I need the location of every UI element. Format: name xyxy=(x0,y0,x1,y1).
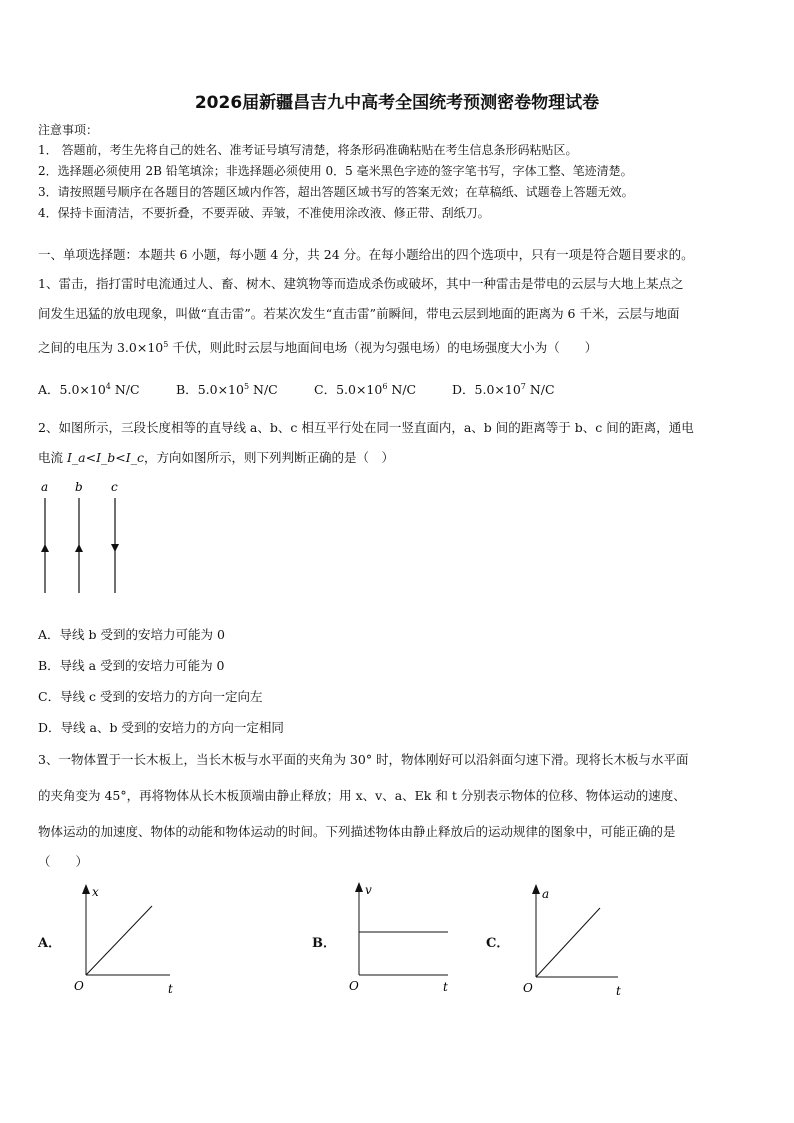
q3-line-1: 3、一物体置于一长木板上，当长木板与水平面的夹角为 30° 时，物体刚好可以沿斜面匀速下滑。现将长木板与水平面 xyxy=(38,752,689,767)
notes-heading: 注意事项： xyxy=(38,123,99,137)
graph-c-letter: C． xyxy=(486,936,510,951)
q1-option-a xyxy=(38,380,140,398)
q1-option-b xyxy=(176,380,278,398)
q1-option-d xyxy=(452,380,555,398)
graph-c-x-label: t xyxy=(616,984,621,998)
graph-c-line xyxy=(536,908,600,977)
q2-option-c: C．导线 c 受到的安培力的方向一定向左 xyxy=(38,689,263,704)
graph-a-y-label: x xyxy=(92,885,99,899)
q1-line-3-pre: 之间的电压为 3.0×10 xyxy=(38,340,164,355)
section-heading: 一、单项选择题：本题共 6 小题，每小题 4 分，共 24 分。在每小题给出的四个选项中，只有一项是符合题目要求的。 xyxy=(38,247,694,262)
q2-current-relation: I_a<I_b<I_c xyxy=(66,450,144,465)
q2-line-2-pre: 电流 xyxy=(38,450,67,465)
option-letter: C． xyxy=(314,382,337,397)
q2-option-a: A．导线 b 受到的安培力可能为 0 xyxy=(38,627,225,642)
page-title: 2026届新疆昌吉九中高考全国统考预测密卷物理试卷 xyxy=(194,93,600,113)
q2-line-2 xyxy=(38,448,394,466)
arrow-up-icon xyxy=(75,544,83,552)
graph-a xyxy=(70,880,190,998)
arrow-down-icon xyxy=(111,544,119,552)
option-exp: 4 xyxy=(105,381,111,391)
q1-line-3-post: 千伏，则此时云层与地面间电场（视为匀强电场）的电场强度大小为（ ） xyxy=(168,340,598,355)
q1-line-3 xyxy=(38,338,597,356)
option-exp: 7 xyxy=(520,381,526,391)
graph-c-y-label: a xyxy=(542,887,550,901)
q1-line-1: 1、雷击，指打雷时电流通过人、畜、树木、建筑物等而造成杀伤或破坏，其中一种雷击是带电的云层与大地上某点之 xyxy=(38,276,684,291)
option-letter: D． xyxy=(452,382,475,397)
graph-a-line xyxy=(86,906,152,975)
graph-a-letter: A． xyxy=(38,936,62,951)
note-item-4: 4．保持卡面清洁，不要折叠，不要弄破、弄皱，不准使用涂改液、修正带、刮纸刀。 xyxy=(38,206,490,220)
graph-a-origin: O xyxy=(74,979,84,993)
arrow-up-icon xyxy=(82,884,90,894)
q3-line-2: 的夹角变为 45°，再将物体从长木板顶端由静止释放；用 x、v、a、Ek 和 t 分别表示物体的位移、物体运动的速度、 xyxy=(38,788,686,803)
q3-line-3: 物体运动的加速度、物体的动能和物体运动的时间。下列描述物体由静止释放后的运动规律的图象中，可能正确的是 xyxy=(38,824,676,839)
q2-option-d: D．导线 a、b 受到的安培力的方向一定相同 xyxy=(38,720,284,735)
note-item-3: 3．请按照题号顺序在各题目的答题区域内作答，超出答题区域书写的答案无效；在草稿纸、试题卷上答题无效。 xyxy=(38,185,634,199)
option-letter: B． xyxy=(176,382,198,397)
note-item-1: 1． 答题前，考生先将自己的姓名、准考证号填写清楚，将条形码准确粘贴在考生信息条形码粘贴区。 xyxy=(38,143,578,157)
option-unit: N/C xyxy=(525,382,555,397)
graph-b-x-label: t xyxy=(443,980,448,994)
wire-label-a: a xyxy=(41,480,49,494)
q1-line-2: 间发生迅猛的放电现象，叫做“直击雷”。若某次发生“直击雷”前瞬间，带电云层到地面的距离为 6 千米，云层与地面 xyxy=(38,306,680,321)
q1-line-3-exp: 5 xyxy=(163,339,169,349)
wire-label-b: b xyxy=(75,480,83,494)
arrow-up-icon xyxy=(532,884,540,894)
option-mantissa: 5.0×10 xyxy=(59,382,106,397)
option-unit: N/C xyxy=(110,382,140,397)
q2-wire-diagram xyxy=(30,478,140,596)
option-unit: N/C xyxy=(249,382,278,397)
graph-c-origin: O xyxy=(523,981,533,995)
graph-b-letter: B． xyxy=(312,936,336,951)
arrow-up-icon xyxy=(41,544,49,552)
option-exp: 6 xyxy=(382,381,388,391)
q3-line-4: （ ） xyxy=(38,854,89,869)
note-item-2: 2．选择题必须使用 2B 铅笔填涂；非选择题必须使用 0．5 毫米黑色字迹的签字笔书写，字体工整、笔迹清楚。 xyxy=(38,164,633,178)
arrow-up-icon xyxy=(355,882,363,892)
option-mantissa: 5.0×10 xyxy=(474,382,521,397)
option-exp: 5 xyxy=(243,381,250,391)
q1-option-c xyxy=(314,380,416,398)
graph-b-y-label: v xyxy=(365,883,372,897)
graph-b-origin: O xyxy=(349,979,359,993)
q2-option-b: B．导线 a 受到的安培力可能为 0 xyxy=(38,658,225,673)
option-letter: A． xyxy=(38,382,60,397)
graph-a-x-label: t xyxy=(168,982,173,996)
wire-label-c: c xyxy=(111,480,118,494)
option-unit: N/C xyxy=(387,382,417,397)
graph-b xyxy=(343,880,463,998)
option-mantissa: 5.0×10 xyxy=(336,382,383,397)
q2-line-1: 2、如图所示，三段长度相等的直导线 a、b、c 相互平行处在同一竖直面内，a、b 间的距离等于 b、c 间的距离，通电 xyxy=(38,420,694,435)
q2-line-2-post: ，方向如图所示，则下列判断正确的是（ ） xyxy=(143,450,394,465)
option-mantissa: 5.0×10 xyxy=(197,382,244,397)
graph-c xyxy=(518,880,638,998)
